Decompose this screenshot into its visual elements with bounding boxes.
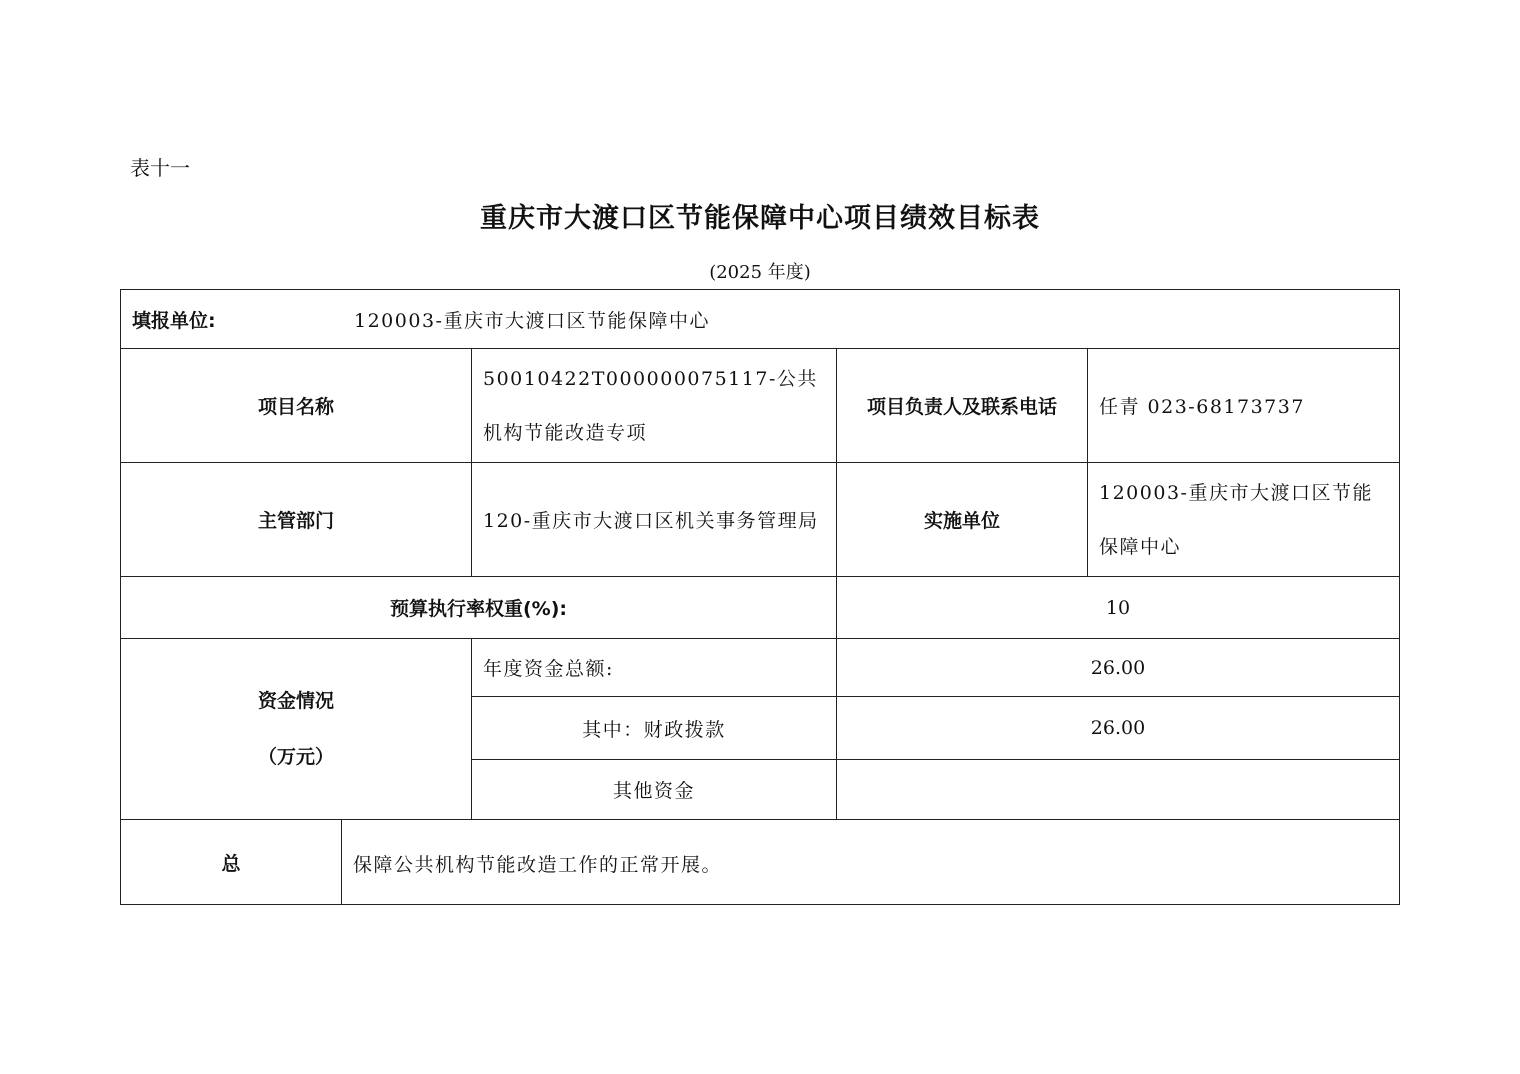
contact-value: 任青 023-68173737 xyxy=(1088,349,1400,463)
table-row xyxy=(121,290,1400,349)
goal-value: 保障公共机构节能改造工作的正常开展。 xyxy=(342,820,1400,905)
reporting-unit-value: 120003-重庆市大渡口区节能保障中心 xyxy=(354,309,710,332)
funds-label: 资金情况 xyxy=(257,690,334,712)
project-name-label: 项目名称 xyxy=(121,349,472,463)
year-subtitle: (2025 年度) xyxy=(709,262,811,283)
page-title: 重庆市大渡口区节能保障中心项目绩效目标表 xyxy=(480,203,1040,234)
budget-weight-value: 10 xyxy=(837,577,1400,639)
dept-value: 120-重庆市大渡口区机关事务管理局 xyxy=(472,463,837,577)
annual-total-label: 年度资金总额: xyxy=(472,639,837,697)
table-row xyxy=(121,577,1400,639)
annual-total-value: 26.00 xyxy=(837,639,1400,697)
other-funds-value xyxy=(837,760,1400,820)
table-row xyxy=(121,820,1400,905)
impl-label: 实施单位 xyxy=(837,463,1088,577)
table-row xyxy=(121,463,1400,577)
performance-target-table xyxy=(120,289,1400,905)
contact-label: 项目负责人及联系电话 xyxy=(837,349,1088,463)
funds-label-cell xyxy=(121,639,472,820)
table-row xyxy=(121,639,1400,697)
reporting-unit-label: 填报单位: xyxy=(132,309,216,332)
dept-label: 主管部门 xyxy=(121,463,472,577)
table-row xyxy=(121,349,1400,463)
fiscal-value: 26.00 xyxy=(837,697,1400,760)
goal-label: 总 xyxy=(121,820,342,905)
reporting-unit-cell xyxy=(121,290,1400,349)
other-funds-label: 其他资金 xyxy=(472,760,837,820)
budget-weight-label: 预算执行率权重(%): xyxy=(121,577,837,639)
fiscal-label: 其中：财政拨款 xyxy=(472,697,837,760)
table-number: 表十一 xyxy=(130,156,190,180)
funds-unit: （万元） xyxy=(257,746,334,768)
impl-value: 120003-重庆市大渡口区节能保障中心 xyxy=(1088,463,1400,577)
project-name-value: 50010422T000000075117-公共机构节能改造专项 xyxy=(472,349,837,463)
